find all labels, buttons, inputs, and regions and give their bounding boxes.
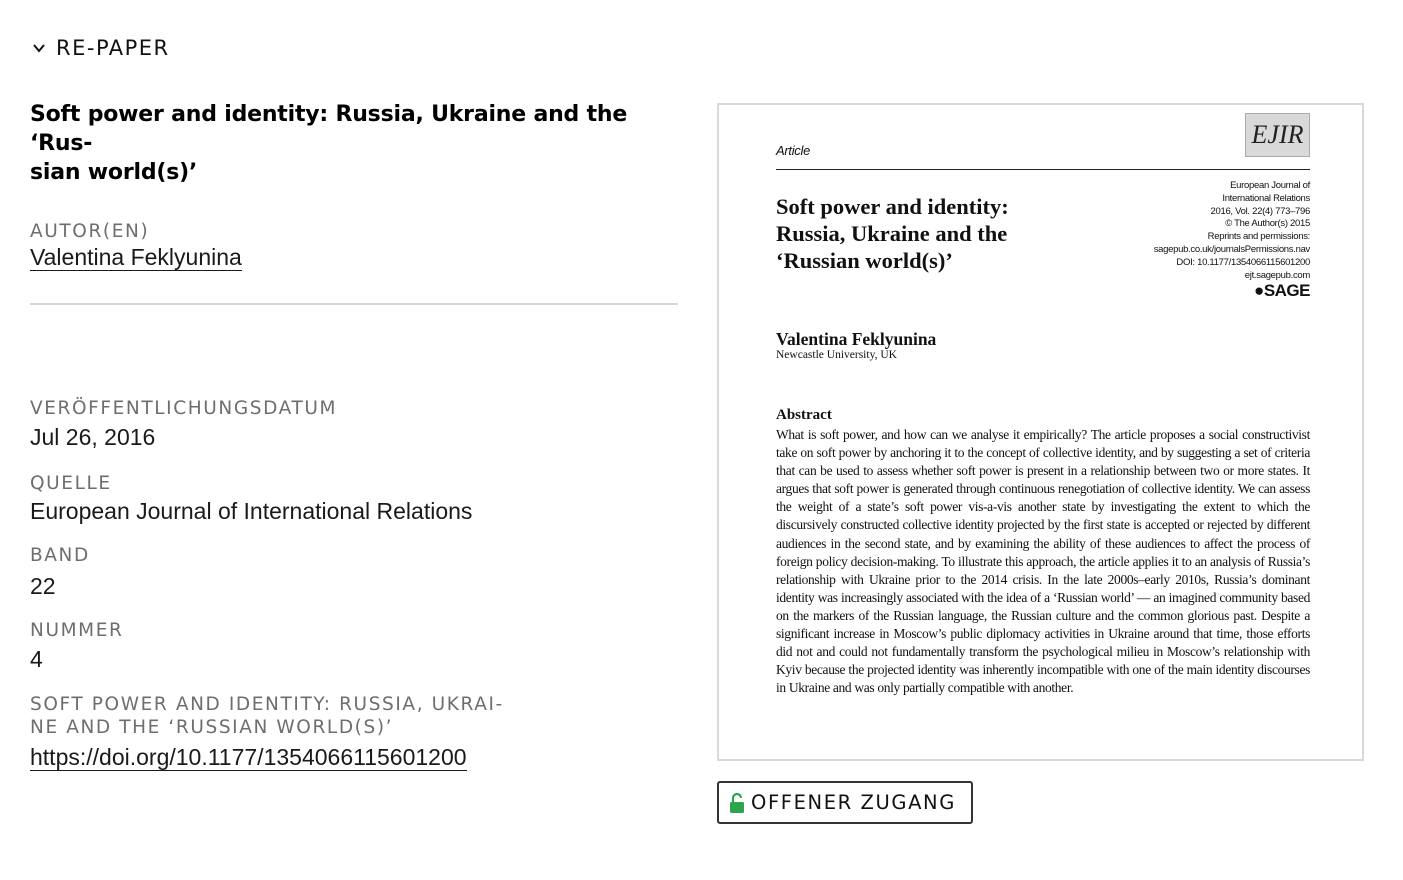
pdf-title: Soft power and identity: Russia, Ukraine and the ‘Russian world(s)’ [776,194,1009,273]
journal-logo: EJIR [1245,113,1310,157]
issue-label: NUMMER [30,620,124,641]
pdf-rule [776,169,1310,170]
source-label: QUELLE [30,473,112,494]
doi-link[interactable]: https://doi.org/10.1177/1354066115601200 [30,744,467,770]
date-value: Jul 26, 2016 [30,424,156,450]
doi-label: SOFT POWER AND IDENTITY: RUSSIA, UKRAI- NE AND THE ‘RUSSIAN WORLD(S)’ [30,694,504,738]
sage-icon: ● [1254,281,1264,301]
paper-preview[interactable] [717,103,1364,761]
volume-value: 22 [30,573,56,599]
source-value: European Journal of International Relations [30,498,473,524]
section-title: RE-PAPER [56,36,170,60]
volume-label: BAND [30,545,90,566]
open-access-badge[interactable] [717,781,973,824]
pdf-abstract: What is soft power, and how can we analyse it empirically? The article proposes a social constructivist take on soft power by anchoring it to the concept of collective identity, and by suggesting a set of criteria that can be used to assess whether soft power is present in a relationship between two or more states. It argues that soft power is generated through continuous renegotiation of collective identity. We can assess the weight of a state’s soft power vis-a-vis another state by investigating the extent to which the discursively constructed collective identity projected by the first state is accepted or rejected by different audiences in the second state, and by examining the ability of these audiences to affect the process of foreign policy decision-making. To illustrate this approach, the article applies it to an analysis of Russia’s relationship with Ukraine prior to the 2014 crisis. In the late 2000s–early 2010s, Russia’s dominant identity was increasingly associated with the idea of a ‘Russian world’ — an imagined community based on the markers of the Russian language, the Russian culture and the common glorious past. Despite a significant increase in Moscow’s public diplomacy activities in Ukraine around that time, those efforts did not and could not fundamentally transform the psychological milieu in Moscow’s relationship with Kyiv because the projected identity was inherently incompatible with one of the main identity discourses in Ukraine and was only partially compatible with another. [776,427,1310,696]
pdf-page [776,105,1310,761]
open-access-label: OFFENER ZUGANG [751,791,956,814]
pdf-author: Valentina Feklyunina [776,329,937,349]
pdf-meta: European Journal of International Relations 2016, Vol. 22(4) 773–796 © The Author(s) 2015 Reprints and permissions: sagepub.co.uk/journalsPermissions.nav DOI: 10.1177/1354066115601200 ejt.sagepub.com ●SAGE [1110,180,1310,298]
sage-logo: ●SAGE [1254,281,1310,301]
volume-block [30,544,678,600]
divider [30,303,678,305]
chevron-down-icon [30,39,48,57]
pdf-abstract-heading: Abstract [776,407,832,423]
paper-details [30,100,678,771]
pdf-affiliation: Newcastle University, UK [776,349,897,361]
authors-block [30,220,678,271]
issue-value: 4 [30,646,43,672]
paper-title: Soft power and identity: Russia, Ukraine and the ‘Rus- sian world(s)’ [30,102,628,185]
source-block [30,472,678,525]
section-toggle[interactable] [30,36,170,60]
open-lock-icon [729,792,745,814]
author-link[interactable]: Valentina Feklyunina [30,244,242,270]
issue-block [30,619,678,673]
date-label: VERÖFFENTLICHUNGSDATUM [30,398,338,419]
pdf-article-kind: Article [776,143,811,158]
authors-label: AUTOR(EN) [30,221,150,242]
date-block [30,397,678,451]
doi-block [30,693,678,771]
